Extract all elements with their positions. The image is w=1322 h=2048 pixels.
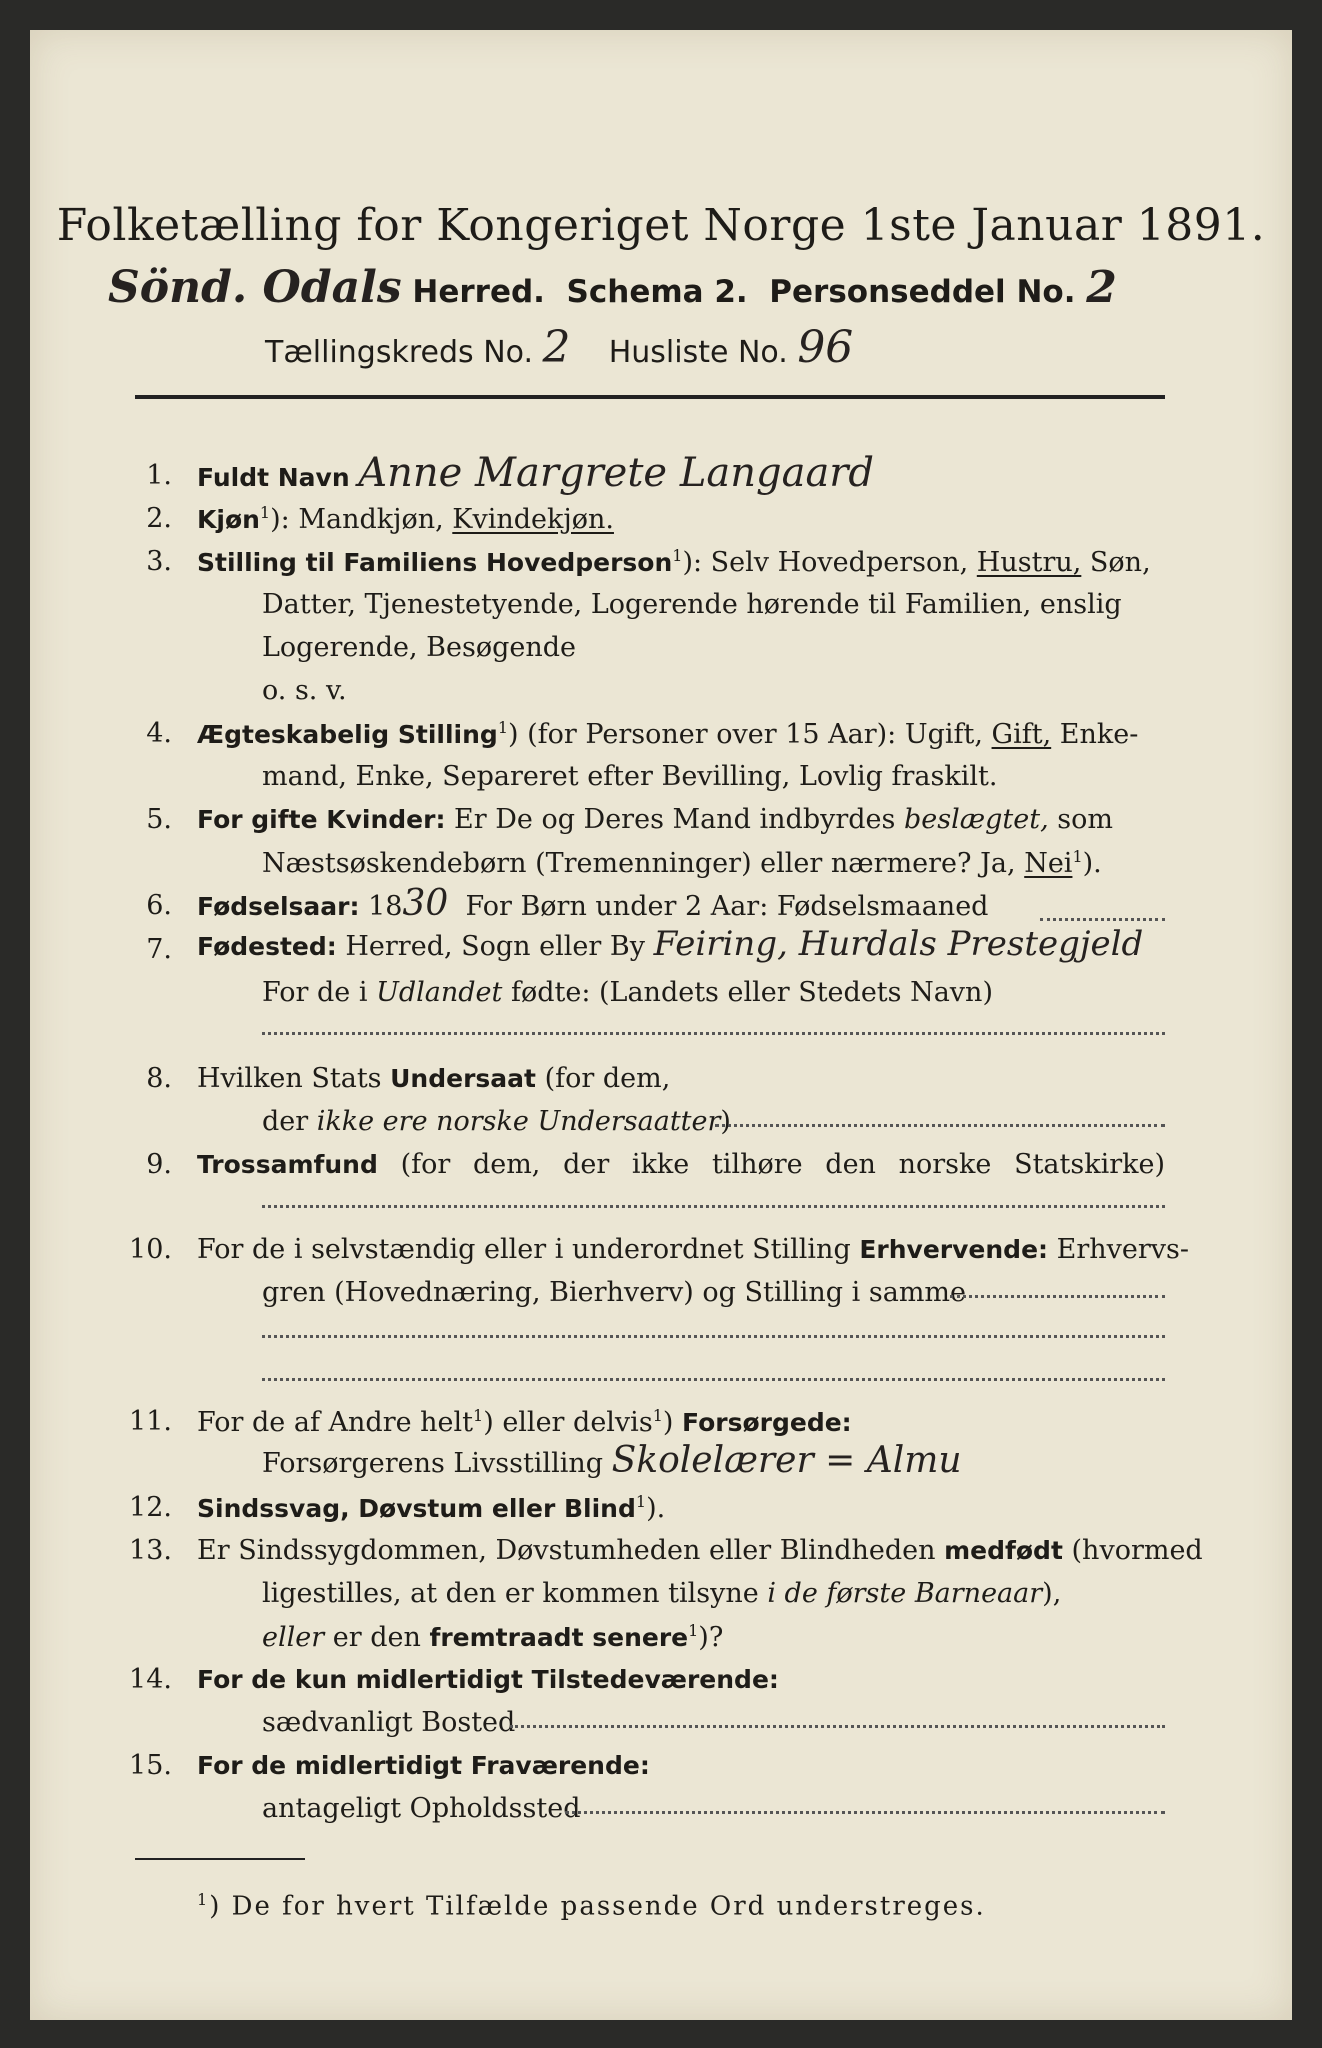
footnote-text: ) De for hvert Tilfælde passende Ord understreges.	[209, 1891, 986, 1922]
item-12-number: 12.	[129, 1492, 172, 1523]
item-10-text-c: Erhvervs-	[1056, 1234, 1190, 1265]
kreds-line	[265, 322, 853, 373]
item-8-end: )	[720, 1106, 731, 1137]
item-15-line2: antageligt Opholdssted	[262, 1793, 581, 1824]
item-10-label: Erhvervende:	[859, 1235, 1049, 1264]
item-4-line1	[197, 718, 1138, 750]
item-3-line4: o. s. v.	[262, 675, 347, 706]
item-4-sup: 1	[497, 718, 509, 737]
item-13-text-a: Er Sindssygdommen, Døvstumheden eller Blindheden	[197, 1535, 936, 1566]
item-5-sup: 1	[1072, 847, 1083, 866]
item-7-italic: Udlandet	[376, 977, 503, 1008]
item-8-number: 8.	[146, 1063, 172, 1094]
item-10-number: 10.	[129, 1234, 172, 1265]
item-8-label: Undersaat	[390, 1064, 536, 1093]
item-5-selected: Nei	[1024, 848, 1073, 879]
item-1-number: 1.	[146, 460, 172, 491]
item-13-label-2: fremtraadt senere	[429, 1623, 689, 1652]
item-13-text-d: ligestilles, at den er kommen tilsyne	[262, 1578, 759, 1609]
item-4-text-a: ) (for Personer over 15 Aar): Ugift,	[508, 719, 983, 750]
item-9-dotline	[262, 1205, 1165, 1208]
item-3-sup: 1	[672, 546, 683, 565]
item-5-question: Næstsøskendebørn (Tremenninger) eller nærmere? Ja,	[262, 848, 1016, 879]
item-11-text-a: For de af Andre helt	[197, 1407, 474, 1438]
item-8-text-a: Hvilken Stats	[197, 1063, 382, 1094]
item-8-text-c: (for dem,	[544, 1063, 671, 1094]
item-5-text-b: som	[1057, 804, 1113, 835]
item-12-line: Sindssvag, Døvstum eller Blind$^1$).	[197, 1492, 666, 1524]
item-11-answer: Skolelærer = Almu	[611, 1440, 962, 1481]
item-13-italic: i de første Barneaar	[767, 1578, 1043, 1609]
item-1-label: Fuldt Navn	[197, 463, 350, 492]
item-9-label: Trossamfund	[197, 1150, 378, 1179]
item-13-text-f: er den	[332, 1622, 421, 1653]
item-4-line2: mand, Enke, Separeret efter Bevilling, Lovlig fraskilt.	[262, 761, 998, 792]
item-11-text-c: )	[662, 1407, 674, 1438]
item-11-text-d: Forsørgerens Livsstilling	[262, 1448, 604, 1479]
item-6-year: 30	[402, 883, 449, 924]
item-4-label: Ægteskabelig Stilling	[197, 720, 498, 749]
item-13-line3: eller er den fremtraadt senere$^1$)?	[262, 1621, 724, 1653]
personseddel-number: 2	[1086, 262, 1117, 313]
item-4-number: 4.	[146, 718, 172, 749]
item-7-dotline	[262, 1032, 1165, 1035]
item-14-dotline	[510, 1725, 1165, 1728]
item-10-text-a: For de i selvstændig eller i underordnet Stilling	[197, 1234, 851, 1265]
kreds-label: Tællingskreds No.	[265, 335, 533, 370]
item-7-text: Herred, Sogn eller By	[345, 931, 645, 962]
item-11-number: 11.	[129, 1406, 172, 1437]
item-8-dotline	[715, 1124, 1165, 1127]
item-13-text-e: ),	[1042, 1578, 1062, 1609]
item-6-rest: For Børn under 2 Aar: Fødselsmaaned	[465, 891, 989, 922]
item-3-line3: Logerende, Besøgende	[262, 632, 576, 663]
item-3-label: Stilling til Familiens Hovedperson	[197, 548, 673, 577]
item-11-text-b: ) eller delvis	[483, 1407, 653, 1438]
item-13-italic-2: eller	[262, 1622, 325, 1653]
item-1-line	[197, 450, 874, 496]
item-13-line1	[197, 1535, 1203, 1566]
item-2-label: Kjøn	[197, 505, 260, 534]
item-6-dotline	[1040, 918, 1165, 921]
item-5-line2	[262, 847, 1102, 879]
item-7-text-a: For de i	[262, 977, 368, 1008]
item-15-number: 15.	[129, 1750, 172, 1781]
item-14-number: 14.	[129, 1664, 172, 1695]
item-8-line2	[262, 1106, 731, 1137]
footnote	[197, 1890, 986, 1922]
item-2-sup: 1	[259, 503, 271, 522]
item-2-line	[197, 503, 614, 535]
herred-line	[108, 262, 1117, 313]
item-10-dotline-1	[950, 1295, 1165, 1298]
item-2-number: 2.	[146, 503, 172, 534]
item-7-label: Fødested:	[197, 932, 337, 961]
item-12-rest: ).	[646, 1493, 666, 1524]
item-14-label: For de kun midlertidigt Tilstedeværende:	[197, 1665, 779, 1694]
item-7-line2	[262, 977, 993, 1008]
item-9-number: 9.	[146, 1149, 172, 1180]
item-10-line1	[197, 1234, 1189, 1265]
herred-handwritten: Sönd. Odals	[108, 262, 402, 313]
item-15-line1	[197, 1750, 650, 1781]
item-6-prefix: 18	[368, 891, 403, 922]
item-10-dotline-2	[262, 1335, 1165, 1338]
item-1-answer: Anne Margrete Langaard	[358, 450, 875, 496]
item-8-text-d: der	[262, 1106, 309, 1137]
item-5-text-a: Er De og Deres Mand indbyrdes	[454, 804, 896, 835]
item-4-selected: Gift,	[991, 719, 1052, 750]
item-6-label: Fødselsaar:	[197, 892, 360, 921]
item-7-answer: Feiring, Hurdals Prestegjeld	[653, 924, 1144, 964]
item-5-label: For gifte Kvinder:	[197, 805, 446, 834]
item-6-number: 6.	[146, 890, 172, 921]
item-15-label: For de midlertidigt Fraværende:	[197, 1751, 650, 1780]
item-5-end: ).	[1082, 848, 1102, 879]
husliste-number: 96	[797, 322, 854, 373]
item-7-text-b: fødte: (Landets eller Stedets Navn)	[510, 977, 993, 1008]
form-title: Folketælling for Kongeriget Norge 1ste Januar 1891.	[56, 200, 1266, 251]
item-7-line1	[197, 924, 1143, 964]
item-4-text-b: Enke-	[1059, 719, 1139, 750]
item-3-selected: Hustru,	[976, 547, 1082, 578]
item-2-selected: Kvindekjøn.	[452, 504, 614, 535]
item-12-label: Sindssvag, Døvstum eller Blind	[197, 1494, 636, 1523]
item-11-line1: For de af Andre helt$^1$) eller delvis$^1$) Forsørgede:	[197, 1406, 852, 1438]
item-10-line2: gren (Hovednæring, Bierhverv) og Stilling i samme	[262, 1277, 967, 1308]
header-rule	[135, 395, 1165, 399]
item-3-line1	[197, 546, 1151, 578]
item-3-number: 3.	[146, 546, 172, 577]
footnote-sup: 1	[197, 1890, 210, 1909]
item-5-number: 5.	[146, 804, 172, 835]
personseddel-label: Personseddel No.	[769, 274, 1076, 310]
item-5-italic: beslægtet,	[903, 804, 1049, 835]
item-11-label: Forsørgede:	[682, 1408, 852, 1437]
item-5-line1	[197, 804, 1113, 835]
item-8-line1	[197, 1063, 670, 1094]
item-11-line2	[262, 1440, 962, 1481]
herred-label: Herred.	[412, 274, 545, 310]
item-3-line2: Datter, Tjenestetyende, Logerende hørende til Familien, enslig	[262, 589, 1122, 620]
schema-label: Schema 2.	[566, 274, 748, 310]
footnote-rule	[135, 1858, 305, 1860]
item-3-text-b: Søn,	[1089, 547, 1151, 578]
item-9-text: (for dem, der ikke tilhøre den norske Statskirke)	[400, 1149, 1165, 1180]
item-14-line1	[197, 1664, 779, 1695]
husliste-label: Husliste No.	[608, 335, 788, 370]
item-13-line2	[262, 1578, 1061, 1609]
item-2-options: ): Mandkjøn,	[270, 504, 444, 535]
item-15-dotline	[565, 1811, 1165, 1814]
item-7-number: 7.	[146, 934, 172, 965]
item-6-line	[197, 883, 988, 924]
item-13-end: )?	[698, 1622, 724, 1653]
item-3-text-a: ): Selv Hovedperson,	[682, 547, 969, 578]
item-13-number: 13.	[129, 1535, 172, 1566]
item-8-italic: ikke ere norske Undersaatter	[316, 1106, 721, 1137]
item-9-line1	[197, 1149, 1165, 1180]
item-14-line2: sædvanligt Bosted	[262, 1707, 516, 1738]
item-10-dotline-3	[262, 1378, 1165, 1381]
kreds-number: 2	[542, 322, 571, 373]
item-13-text-c: (hvormed	[1071, 1535, 1203, 1566]
item-13-label: medfødt	[944, 1536, 1063, 1565]
